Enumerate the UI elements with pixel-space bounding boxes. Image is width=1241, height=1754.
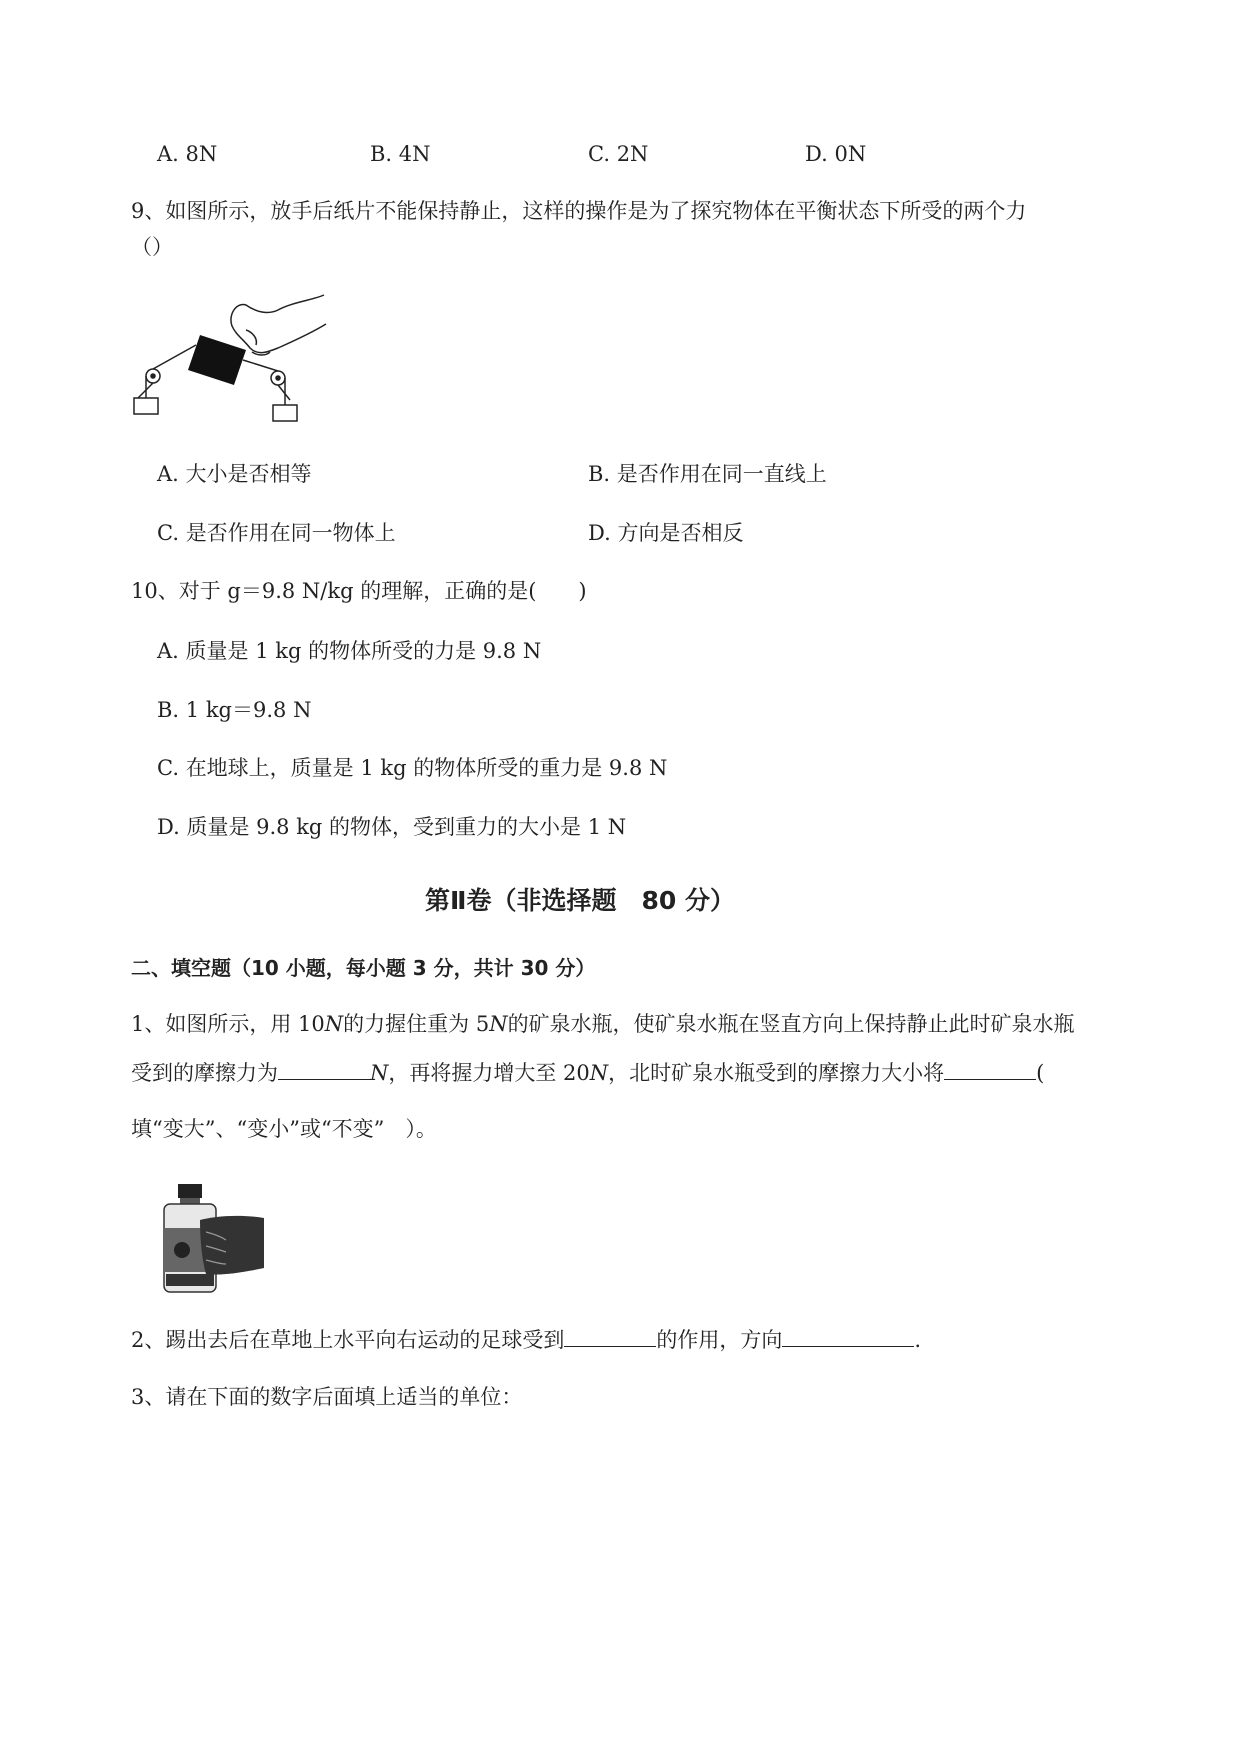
q10-option-d: D. 质量是 9.8 kg 的物体，受到重力的大小是 1 N bbox=[157, 815, 627, 839]
q10-option-b: B. 1 kg＝9.8 N bbox=[157, 698, 312, 722]
q10-stem: 10、对于 g＝9.8 N/kg 的理解，正确的是( ) bbox=[131, 579, 587, 603]
q9-option-d: D. 方向是否相反 bbox=[588, 521, 744, 545]
fill1-blank-1[interactable] bbox=[278, 1057, 370, 1080]
q8-option-d: D. 0N bbox=[805, 142, 867, 166]
q8-option-b: B. 4N bbox=[370, 142, 431, 166]
q9-figure-card-pulleys bbox=[128, 290, 333, 430]
fill1-figure-bottle bbox=[160, 1180, 268, 1298]
q10-option-c: C. 在地球上，质量是 1 kg 的物体所受的重力是 9.8 N bbox=[157, 756, 668, 780]
q9-option-b: B. 是否作用在同一直线上 bbox=[588, 462, 827, 486]
fill1-blank-2[interactable] bbox=[944, 1057, 1036, 1080]
fill2-line: 2、踢出去后在草地上水平向右运动的足球受到 的作用，方向 . bbox=[131, 1324, 921, 1354]
fill2-blank-1[interactable] bbox=[564, 1324, 656, 1347]
q10-option-a: A. 质量是 1 kg 的物体所受的力是 9.8 N bbox=[157, 639, 542, 663]
q9-stem-line2: （） bbox=[131, 235, 173, 259]
q8-option-c: C. 2N bbox=[588, 142, 649, 166]
fill1-line3: 填“变大”、“变小”或“不变” ）。 bbox=[131, 1117, 437, 1141]
fill2-blank-2[interactable] bbox=[782, 1324, 914, 1347]
q9-stem-line1: 9、如图所示，放手后纸片不能保持静止，这样的操作是为了探究物体在平衡状态下所受的两个力 bbox=[131, 199, 1027, 223]
q8-option-a: A. 8N bbox=[157, 142, 218, 166]
fill1-line1: 1、如图所示，用 10N的力握住重为 5N的矿泉水瓶，使矿泉水瓶在竖直方向上保持静止此时矿泉水瓶 bbox=[131, 1012, 1075, 1036]
q9-option-a: A. 大小是否相等 bbox=[157, 462, 312, 486]
part2-title: 第Ⅱ卷（非选择题 80 分） bbox=[425, 886, 735, 915]
section-heading: 二、填空题（10 小题，每小题 3 分，共计 30 分） bbox=[131, 956, 596, 980]
fill3-line: 3、请在下面的数字后面填上适当的单位： bbox=[131, 1385, 523, 1409]
fill1-line2: 受到的摩擦力为 N，再将握力增大至 20N，北时矿泉水瓶受到的摩擦力大小将 ( bbox=[131, 1057, 1044, 1087]
q9-option-c: C. 是否作用在同一物体上 bbox=[157, 521, 396, 545]
